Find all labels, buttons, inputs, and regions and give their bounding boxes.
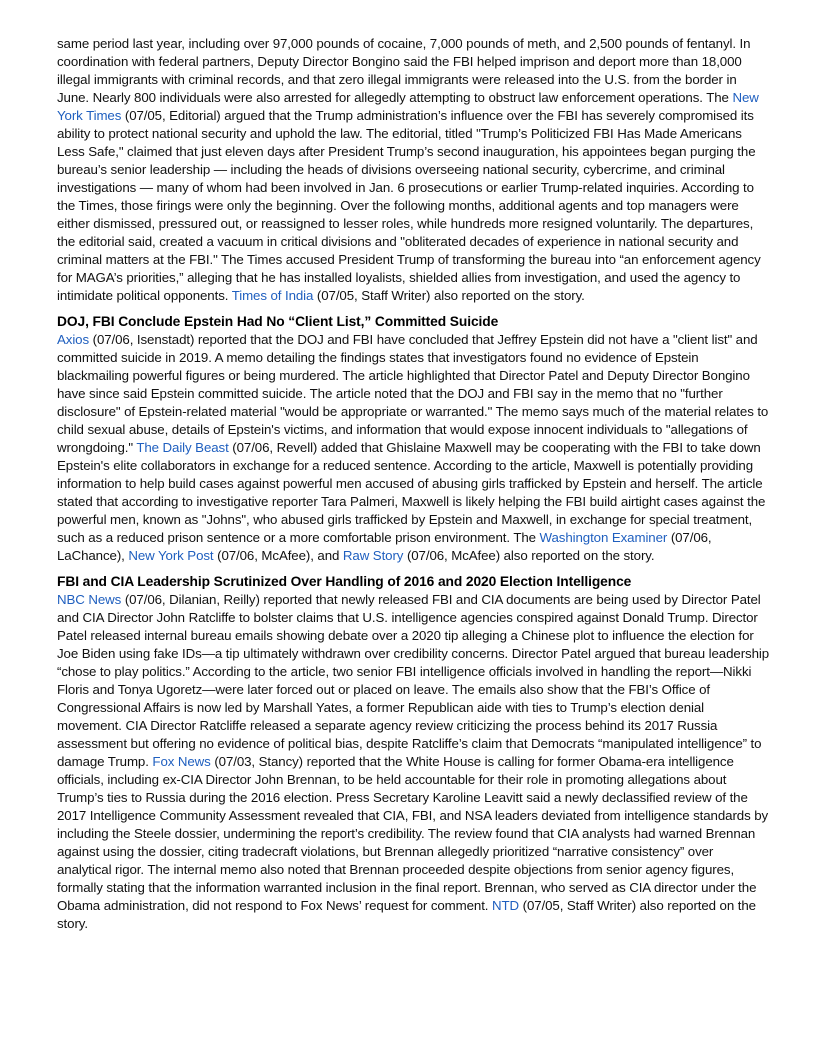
body-text: (07/06, Isenstadt) reported that the DOJ and FBI have concluded that Jeffrey Epstein did not have a "client list" and committed suicide in 2019. A memo detailing the findings states that investigators found no evidence of Epstein blackmailing powerful figures or being murdered. The article highlighted that Director Patel and Deputy Director Bongino have since said Epstein committed suicide. The article noted that the DOJ and FBI say in the memo that no "further disclosure" of Epstein-related material "would be appropriate or warranted." The memo says much of the material relates to child sexual abuse, details of Epstein's victims, and information that would expose innocent individuals to "allegations of wrongdoing." <box>57 332 769 455</box>
body-text: (07/06, Dilanian, Reilly) reported that newly released FBI and CIA documents are being used by Director Patel and CIA Director John Ratcliffe to bolster claims that U.S. intelligence agencies conspired against Donald Trump. Director Patel released internal bureau emails showing debate over a 2020 tip alleging a Chinese plot to influence the election for Joe Biden using fake IDs—a tip ultimately withdrawn over credibility concerns. Director Patel argued that bureau leadership “chose to play politics.” According to the article, two senior FBI intelligence officials involved in handling the report—Nikki Floris and Tonya Ugoretz—were later forced out or placed on leave. The emails also show that the FBI’s Office of Congressional Affairs is now led by Marshall Yates, a former Republican aide with ties to Trump’s election denial movement. CIA Director Ratcliffe released a separate agency review criticizing the process behind its 2017 Russia assessment but offering no evidence of political bias, despite Ratcliffe’s claim that Democrats “manipulated intelligence” to damage Trump. <box>57 592 770 769</box>
section-body <box>57 331 769 565</box>
body-text: (07/05, Staff Writer) also reported on the story. <box>57 898 756 931</box>
source-link[interactable]: Axios <box>57 332 90 347</box>
body-text: (07/06, McAfee), and <box>213 548 343 563</box>
source-link[interactable]: Fox News <box>152 754 211 769</box>
body-text: (07/06, Revell) added that Ghislaine Maxwell may be cooperating with the FBI to take down Epstein's elite collaborators in exchange for a reduced sentence. According to the article, Maxwell is potentially providing information to help build cases against powerful men accused of abusing girls trafficked by Epstein and herself. The article stated that according to investigative reporter Tara Palmeri, Maxwell is likely helping the FBI build airtight cases against the powerful men, known as "Johns", who abused girls trafficked by Epstein and Maxwell, in exchange for special treatment, such as a reduced prison sentence or a more comfortable prison environment. The <box>57 440 766 545</box>
section-body <box>57 591 769 933</box>
section-epstein <box>57 313 769 565</box>
source-link[interactable]: The Daily Beast <box>136 440 229 455</box>
source-link[interactable]: Washington Examiner <box>539 530 668 545</box>
body-text: (07/05, Staff Writer) also reported on the story. <box>313 288 585 303</box>
body-text: (07/05, Editorial) argued that the Trump administration’s influence over the FBI has severely compromised its ability to protect national security and uphold the law. The editorial, titled "Trump’s Politicized FBI Has Made Americans Less Safe," claimed that just eleven days after President Trump’s second inauguration, his appointees began purging the bureau’s senior leadership — including the heads of divisions overseeing national security, cybercrime, and criminal investigations — many of whom had been involved in Jan. 6 prosecutions or earlier Trump-related inquiries. According to the Times, those firings were only the beginning. Over the following months, additional agents and top managers were either dismissed, pressured out, or reassigned to lesser roles, while hundreds more resigned voluntarily. The departures, the editorial said, created a vacuum in critical divisions and "obliterated decades of experience in national security and criminal matters at the FBI." The Times accused President Trump of transforming the bureau into “an enforcement agency for MAGA’s priorities,” alleging that he has installed loyalists, shielded allies from investigation, and used the agency to intimidate political opponents. <box>57 108 761 303</box>
body-text: (07/06, McAfee) also reported on the story. <box>403 548 655 563</box>
body-text: (07/03, Stancy) reported that the White House is calling for former Obama-era intelligence officials, including ex-CIA Director John Brennan, to be held accountable for their role in promoting allegations about Trump’s ties to Russia during the 2016 election. Press Secretary Karoline Leavitt said a newly declassified review of the 2017 Intelligence Community Assessment revealed that CIA, FBI, and NSA leaders deviated from intelligence standards by including the Steele dossier, undermining the report’s credibility. The review found that CIA analysts had warned Brennan against using the dossier, citing tradecraft violations, but Brennan allegedly prioritized “narrative consistency” over analytical rigor. The internal memo also noted that Brennan proceeded despite objections from senior agency figures, formally stating that the information warranted inclusion in the final report. Brennan, who served as CIA director under the Obama administration, did not respond to Fox News’ request for comment. <box>57 754 769 913</box>
source-link[interactable]: NBC News <box>57 592 122 607</box>
section-election-intelligence <box>57 573 769 933</box>
source-link[interactable]: NTD <box>492 898 520 913</box>
source-link[interactable]: New York Post <box>128 548 214 563</box>
source-link[interactable]: New York Times <box>57 90 759 123</box>
body-text: same period last year, including over 97,000 pounds of cocaine, 7,000 pounds of meth, and 2,500 pounds of fentanyl. In coordination with federal partners, Deputy Director Bongino said the FBI helped imprison and deport more than 18,000 illegal immigrants with criminal records, and that zero illegal immigrants were released into the U.S. from the border in June. Nearly 800 individuals were also arrested for allegedly attempting to obstruct law enforcement operations. The <box>57 36 751 105</box>
section-heading: DOJ, FBI Conclude Epstein Had No “Client List,” Committed Suicide <box>57 314 499 329</box>
intro-paragraph <box>57 35 769 305</box>
source-link[interactable]: Raw Story <box>342 548 404 563</box>
document-page <box>57 35 769 933</box>
body-text: (07/06, LaChance), <box>57 530 712 563</box>
source-link[interactable]: Times of India <box>231 288 314 303</box>
section-heading: FBI and CIA Leadership Scrutinized Over Handling of 2016 and 2020 Election Intelligence <box>57 574 632 589</box>
